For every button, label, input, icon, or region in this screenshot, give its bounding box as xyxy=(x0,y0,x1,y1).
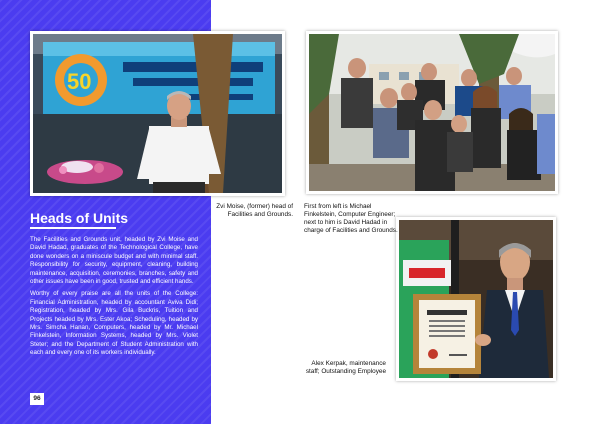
photo-group-staff xyxy=(306,31,558,194)
page-number: 96 xyxy=(30,393,44,405)
caption-group-staff: First from left is Michael Finkelstein, Computer Engineer; next to him is David Hadad in charge of Facilities and Grounds. xyxy=(304,203,398,234)
photo-zvi-moise xyxy=(30,31,285,196)
caption-alex-kerpak: Alex Kerpak, maintenance staff; Outstanding Employee xyxy=(305,360,386,375)
title-underline xyxy=(30,227,116,229)
banner-number: 50 xyxy=(67,69,92,94)
body-paragraph: The Facilities and Grounds unit, headed by Zvi Moise and David Hadad, graduates of the Technological College, have done wonders on a miniscule budget and with minimal staff. Responsibility for security, equipment, cleaning, building maintenance, acquisition, ceremonies, branches, safety and other issues have been in good, trusted and efficient hands. xyxy=(30,236,198,286)
caption-zvi-moise: Zvi Moise, (former) head of Facilities and Grounds. xyxy=(216,203,293,218)
section-body xyxy=(30,236,198,362)
section-title: Heads of Units xyxy=(30,210,129,226)
body-paragraph: Worthy of every praise are all the units of the College: Financial Administration, headed by accountant Aviva Didi; Registration, headed by Mrs. Gila Buckris, Tuition and Projects headed by Mrs. Ester Akoa; Scheduling, headed by Mrs. Simcha Hanan, Computers, headed by Mr. Michael Finkelstein, Information Systems, headed by Mrs. Violet Steter; and the Department of Student Administration with each and every one of its workers individually. xyxy=(30,290,198,357)
photo-alex-kerpak xyxy=(396,217,556,381)
